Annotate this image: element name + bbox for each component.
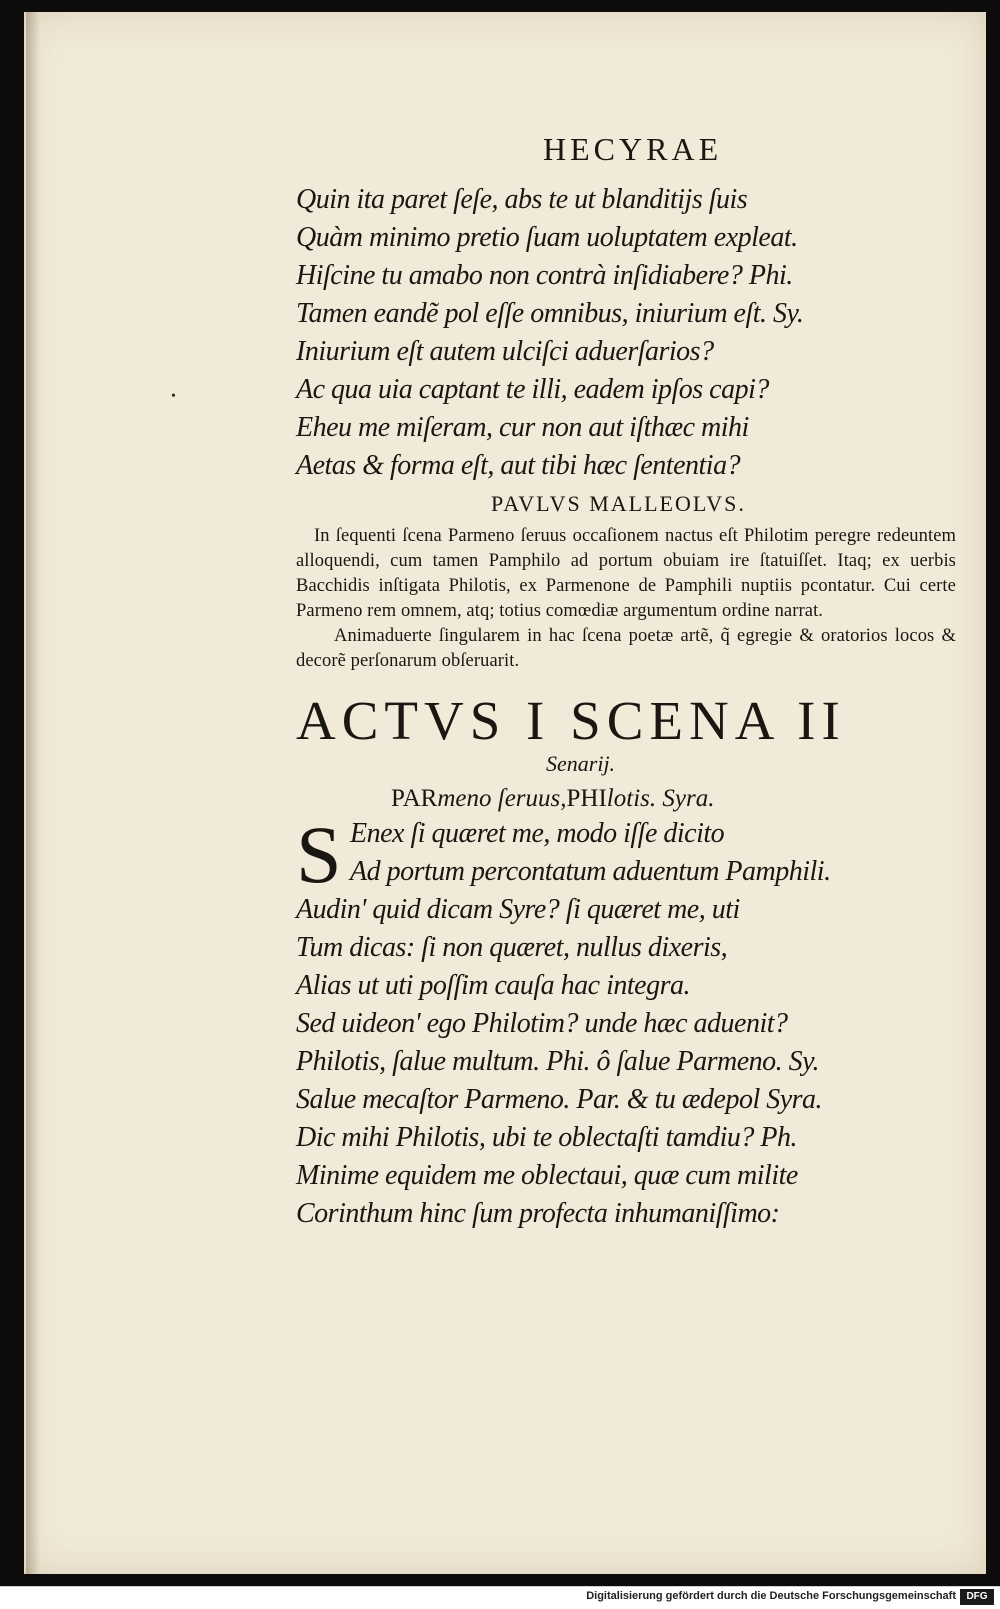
verse-line: Quin ita paret ſeſe, abs te ut blanditijs ſuis [296,184,748,216]
verses-top [296,181,956,485]
verse-line: Enex ſi quæret me, modo iſſe dicito [350,818,725,850]
verse-line: Tamen eandẽ pol eſſe omnibus, iniurium eſt. Sy. [296,298,804,330]
meter-label: Senarij. [546,751,616,777]
funding-credit: Digitalisierung gefördert durch die Deutsche Forschungsgemeinschaft [586,1590,956,1602]
verse-line: Eheu me miſeram, cur non aut iſthæc mihi [296,412,749,444]
speaker-2-rest: lotis. Syra. [606,785,715,813]
footer-bar [0,1586,1000,1609]
commentary-paragraph: In ſequenti ſcena Parmeno ſeruus occaſionem nactus eſt Philotim peregre redeuntem alloquendi, cum tamen Pamphilo ad portum obuiam ire ſtatuiſſet. Itaq; ex uerbis Bacchidis inſtigata Philotis, ex Parmenone de Pamphili nuptiis pcontatur. Cui certe Parmeno rem omnem, atq; totius comœdiæ argumentum ordine narrat. [296,525,956,621]
verse-line: Audin' quid dicam Syre? ſi quæret me, uti [296,894,740,926]
drop-capital: S [296,809,342,901]
speaker-1-rest: meno ſeruus, [437,785,567,813]
speaker-2-caps: PHI [566,785,607,813]
verse-line: Ad portum percontatum aduentum Pamphili. [350,856,831,888]
act-heading: ACTVS I SCENA II [296,689,846,751]
running-head: HECYRAE [543,131,723,167]
verse-line: Minime equidem me oblectaui, quæ cum milite [296,1160,798,1192]
verse-line: Sed uideon' ego Philotim? unde hæc aduenit? [296,1008,788,1040]
verse-line: Philotis, ſalue multum. Phi. ô ſalue Parmeno. Sy. [296,1046,820,1078]
scene-verses [296,809,956,1233]
verse-line: Alias ut uti poſſim cauſa hac integra. [296,970,690,1002]
speaker-list [391,785,956,813]
dfg-logo: DFG [960,1589,994,1605]
book-page [24,12,986,1574]
text-block [296,132,956,1233]
verse-line: Aetas & forma eſt, aut tibi hæc ſententia? [296,450,741,482]
verse-line: Tum dicas: ſi non quæret, nullus dixeris, [296,932,728,964]
speaker-1-caps: PAR [391,785,438,813]
verse-line: Dic mihi Philotis, ubi te oblectaſti tamdiu? Ph. [296,1122,797,1154]
verse-line: Iniurium eſt autem ulciſci aduerſarios? [296,336,714,368]
verse-line: Hiſcine tu amabo non contrà inſidiabere? Phi. [296,260,793,292]
verse-line: Salue mecaſtor Parmeno. Par. & tu ædepol Syra. [296,1084,823,1116]
verse-line: Quàm minimo pretio ſuam uoluptatem expleat. [296,222,798,254]
margin-mark: • [171,389,176,404]
commentary-paragraph: Animaduerte ſingularem in hac ſcena poetæ artẽ, q̃ egregie & oratorios locos & decorẽ perſonarum obſeruarit. [296,625,956,671]
verse-line: Ac qua uia captant te illi, eadem ipſos capi? [296,374,769,406]
commentator-heading: PAVLVS MALLEOLVS. [491,491,746,517]
commentary [296,524,956,674]
verse-line: Corinthum hinc ſum profecta inhumaniſſimo: [296,1198,780,1230]
